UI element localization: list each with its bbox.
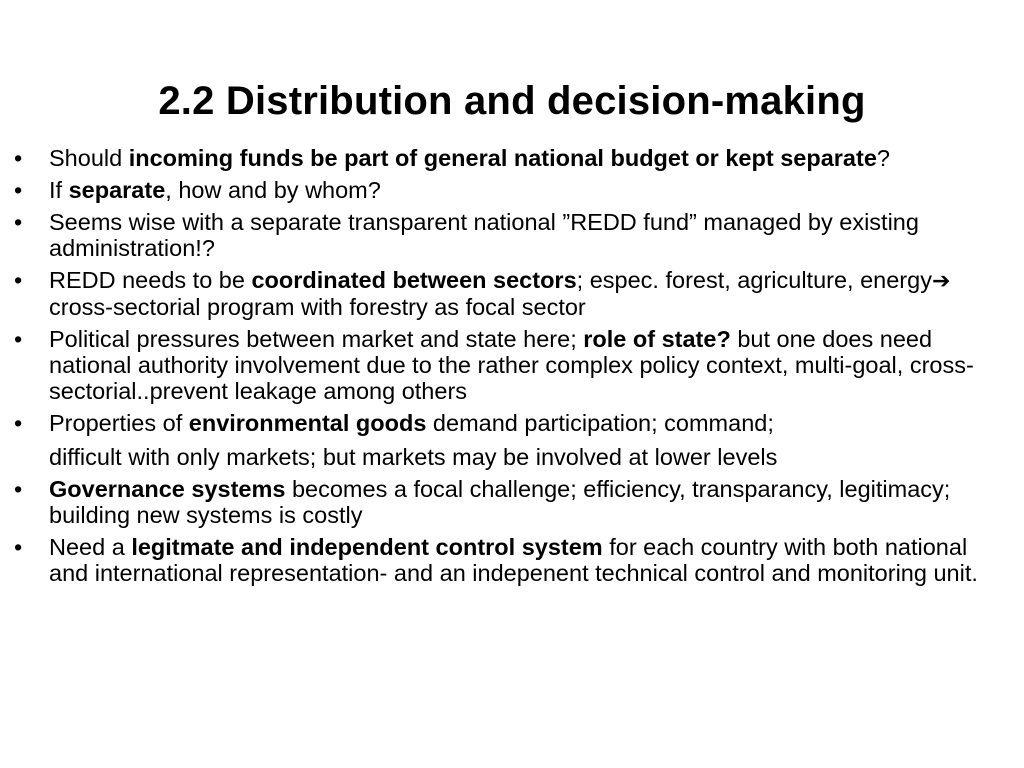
item-text: cross-sectorial program with forestry as focal sector xyxy=(49,294,586,320)
bullet-icon: • xyxy=(14,476,23,502)
list-item xyxy=(14,267,1004,320)
list-item xyxy=(14,326,1004,404)
bullet-icon: • xyxy=(14,410,23,436)
item-text: ? xyxy=(876,145,890,171)
item-emphasis: environmental goods xyxy=(188,410,427,436)
item-emphasis: incoming funds be part of general national budget or kept separate xyxy=(128,145,877,171)
list-item xyxy=(14,145,1004,171)
item-text: ; espec. forest, agriculture, energy xyxy=(576,267,932,293)
item-text: If xyxy=(49,177,69,203)
item-text: Political pressures between market and state here; xyxy=(49,326,584,352)
bullet-list xyxy=(14,145,1004,592)
list-item xyxy=(14,177,1004,203)
list-item xyxy=(14,476,1004,528)
item-text: Should xyxy=(49,145,129,171)
item-text: REDD needs to be xyxy=(49,267,252,293)
item-text: Seems wise with a separate transparent national ”REDD fund” managed by existing administration!? xyxy=(49,209,919,261)
list-item xyxy=(14,410,1004,470)
slide-title: 2.2 Distribution and decision-making xyxy=(158,79,866,123)
item-text: becomes a focal challenge; efficiency, transparancy, legitimacy; building new systems is costly xyxy=(49,476,951,528)
item-text-line2: difficult with only markets; but markets may be involved at lower levels xyxy=(49,444,778,470)
item-text: demand participation; command; xyxy=(426,410,774,436)
list-item xyxy=(14,209,1004,261)
item-emphasis: Governance systems xyxy=(49,476,286,502)
bullet-icon: • xyxy=(14,145,23,171)
item-emphasis: separate xyxy=(68,177,166,203)
item-text: but one does need national authority involvement due to the rather complex policy context, multi-goal, cross-sectorial..prevent leakage among others xyxy=(49,326,974,404)
item-emphasis: role of state? xyxy=(583,326,731,352)
bullet-icon: • xyxy=(14,534,23,560)
item-emphasis: coordinated between sectors xyxy=(251,267,577,293)
item-text: Need a xyxy=(49,534,132,560)
bullet-icon: • xyxy=(14,267,23,293)
bullet-icon: • xyxy=(14,177,23,203)
item-emphasis: legitmate and independent control system xyxy=(131,534,603,560)
bullet-icon: • xyxy=(14,326,23,352)
bullet-icon: • xyxy=(14,209,23,235)
item-text: for each country with both national and international representation- and an indepenent technical control and monitoring unit. xyxy=(49,534,978,586)
item-text: , how and by whom? xyxy=(165,177,381,203)
right-arrow-icon: ➔ xyxy=(931,268,951,293)
list-item xyxy=(14,534,1004,586)
item-text: Properties of xyxy=(49,410,189,436)
